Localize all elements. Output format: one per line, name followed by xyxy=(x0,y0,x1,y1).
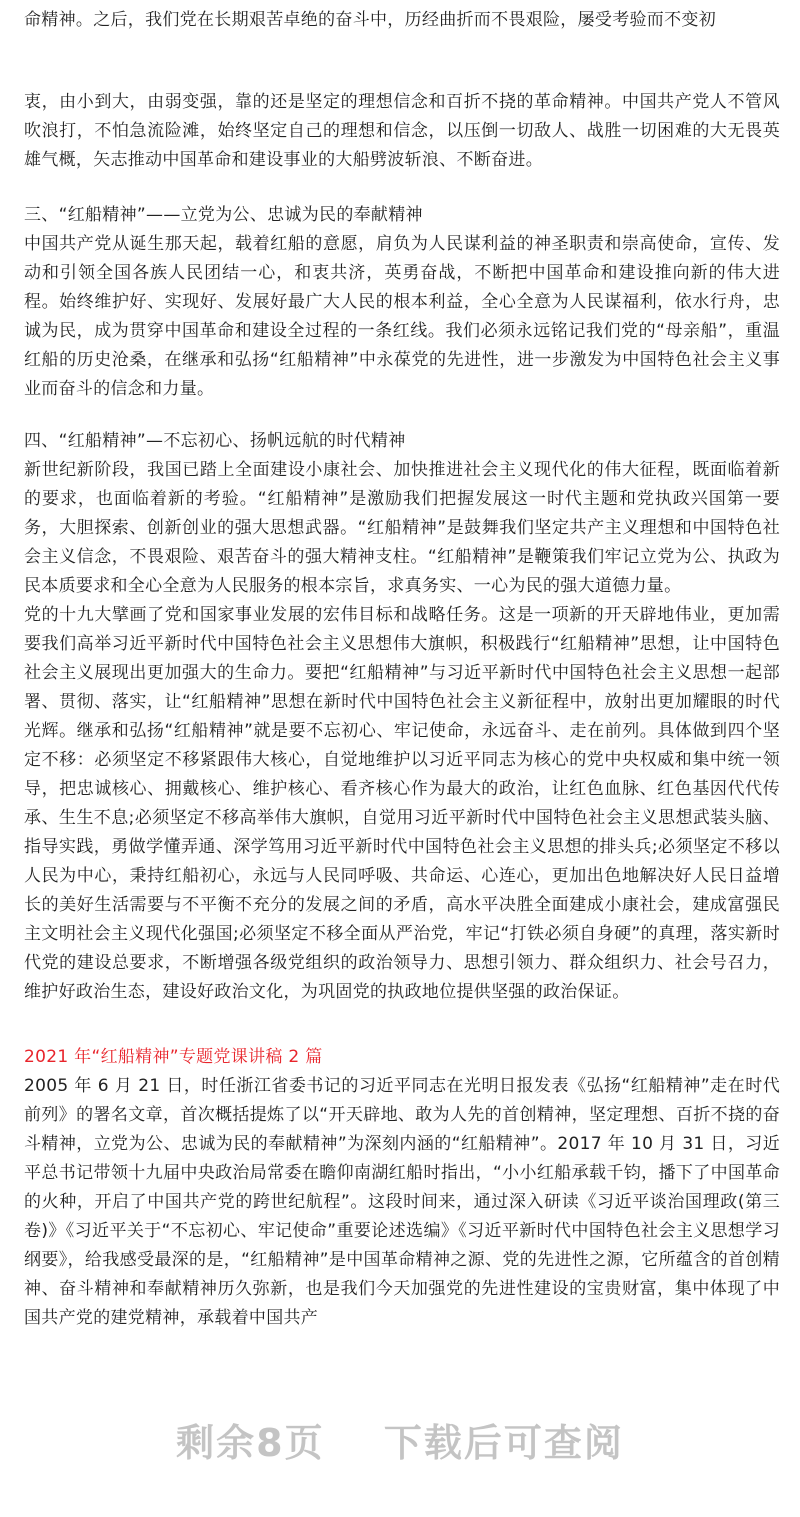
article-two xyxy=(24,1043,780,1333)
top-fragment xyxy=(24,6,780,35)
fragment-line: 命精神。之后，我们党在长期艰苦卓绝的奋斗中，历经曲折而不畏艰险，屡受考验而不变初 xyxy=(24,10,716,30)
download-to-read-text: 下载后可查阅 xyxy=(383,1421,624,1465)
paragraph-text: 衷，由小到大，由弱变强，靠的还是坚定的理想信念和百折不挠的革命精神。中国共产党人不管风吹浪打，不怕急流险滩，始终坚定自己的理想和信念，以压倒一切敌人、战胜一切困难的大无畏英雄气概，矢志推动中国革命和建设事业的大船劈波斩浪、不断奋进。 xyxy=(24,92,780,170)
section-three-body: 中国共产党从诞生那天起，载着红船的意愿，肩负为人民谋利益的神圣职责和崇高使命，宣传、发动和引领全国各族人民团结一心，和衷共济，英勇奋战，不断把中国革命和建设推向新的伟大进程。始终维护好、实现好、发展好最广大人民的根本利益，全心全意为人民谋福利，依水行舟，忠诚为民，成为贯穿中国革命和建设全过程的一条红线。我们必须永远铭记我们党的“母亲船”，重温红船的历史沧桑，在继承和弘扬“红船精神”中永葆党的先进性，进一步激发为中国特色社会主义事业而奋斗的信念和力量。 xyxy=(24,234,780,399)
section-three-heading: 三、“红船精神”——立党为公、忠诚为民的奉献精神 xyxy=(24,205,423,225)
continued-paragraph xyxy=(24,88,780,175)
section-four-heading: 四、“红船精神”—不忘初心、扬帆远航的时代精神 xyxy=(24,431,406,451)
section-four-body-2: 党的十九大擘画了党和国家事业发展的宏伟目标和战略任务。这是一项新的开天辟地伟业，更加需要我们高举习近平新时代中国特色社会主义思想伟大旗帜，积极践行“红船精神”思想，让中国特色社会主义展现出更加强大的生命力。要把“红船精神”与习近平新时代中国特色社会主义思想一起部署、贯彻、落实，让“红船精神”思想在新时代中国特色社会主义新征程中，放射出更加耀眼的时代光辉。继承和弘扬“红船精神”就是要不忘初心、牢记使命，永远奋斗、走在前列。具体做到四个坚定不移：必须坚定不移紧跟伟大核心，自觉地维护以习近平同志为核心的党中央权威和集中统一领导，把忠诚核心、拥戴核心、维护核心、看齐核心作为最大的政治，让红色血脉、红色基因代代传承、生生不息;必须坚定不移高举伟大旗帜，自觉用习近平新时代中国特色社会主义思想武装头脑、指导实践，勇做学懂弄通、深学笃用习近平新时代中国特色社会主义思想的排头兵;必须坚定不移以人民为中心，秉持红船初心，永远与人民同呼吸、共命运、心连心，更加出色地解决好人民日益增长的美好生活需要与不平衡不充分的发展之间的矛盾，高水平决胜全面建成小康社会，建成富强民主文明社会主义现代化强国;必须坚定不移全面从严治党，牢记“打铁必须自身硬”的真理，落实新时代党的建设总要求，不断增强各级党组织的政治领导力、思想引领力、群众组织力、社会号召力，维护好政治生态，建设好政治文化，为巩固党的执政地位提供坚强的政治保证。 xyxy=(24,605,780,1002)
article-two-title: 2021 年“红船精神”专题党课讲稿 2 篇 xyxy=(24,1047,323,1067)
remaining-pages-banner[interactable] xyxy=(0,1412,800,1467)
section-four-body-1: 新世纪新阶段，我国已踏上全面建设小康社会、加快推进社会主义现代化的伟大征程，既面临着新的要求，也面临着新的考验。“红船精神”是激励我们把握发展这一时代主题和党执政兴国第一要务，大胆探索、创新创业的强大思想武器。“红船精神”是鼓舞我们坚定共产主义理想和中国特色社会主义信念，不畏艰险、艰苦奋斗的强大精神支柱。“红船精神”是鞭策我们牢记立党为公、执政为民本质要求和全心全意为人民服务的根本宗旨，求真务实、一心为民的强大道德力量。 xyxy=(24,460,780,596)
section-four xyxy=(24,427,780,1007)
remaining-pages-text: 剩余8页 xyxy=(176,1421,325,1465)
article-two-body: 2005 年 6 月 21 日，时任浙江省委书记的习近平同志在光明日报发表《弘扬“红船精神”走在时代前列》的署名文章，首次概括提炼了以“开天辟地、敢为人先的首创精神，坚定理想、百折不挠的奋斗精神，立党为公、忠诚为民的奉献精神”为深刻内涵的“红船精神”。2017 年 10 月 31 日，习近平总书记带领十九届中央政治局常委在瞻仰南湖红船时指出，“小小红船承载千钧，播下了中国革命的火种，开启了中国共产党的跨世纪航程”。这段时间来，通过深入研读《习近平谈治国理政(第三卷)》《习近平关于“不忘初心、牢记使命”重要论述选编》《习近平新时代中国特色社会主义思想学习纲要》，给我感受最深的是，“红船精神”是中国革命精神之源、党的先进性之源，它所蕴含的首创精神、奋斗精神和奉献精神历久弥新，也是我们今天加强党的先进性建设的宝贵财富，集中体现了中国共产党的建党精神，承载着中国共产 xyxy=(24,1076,780,1328)
section-three xyxy=(24,201,780,404)
